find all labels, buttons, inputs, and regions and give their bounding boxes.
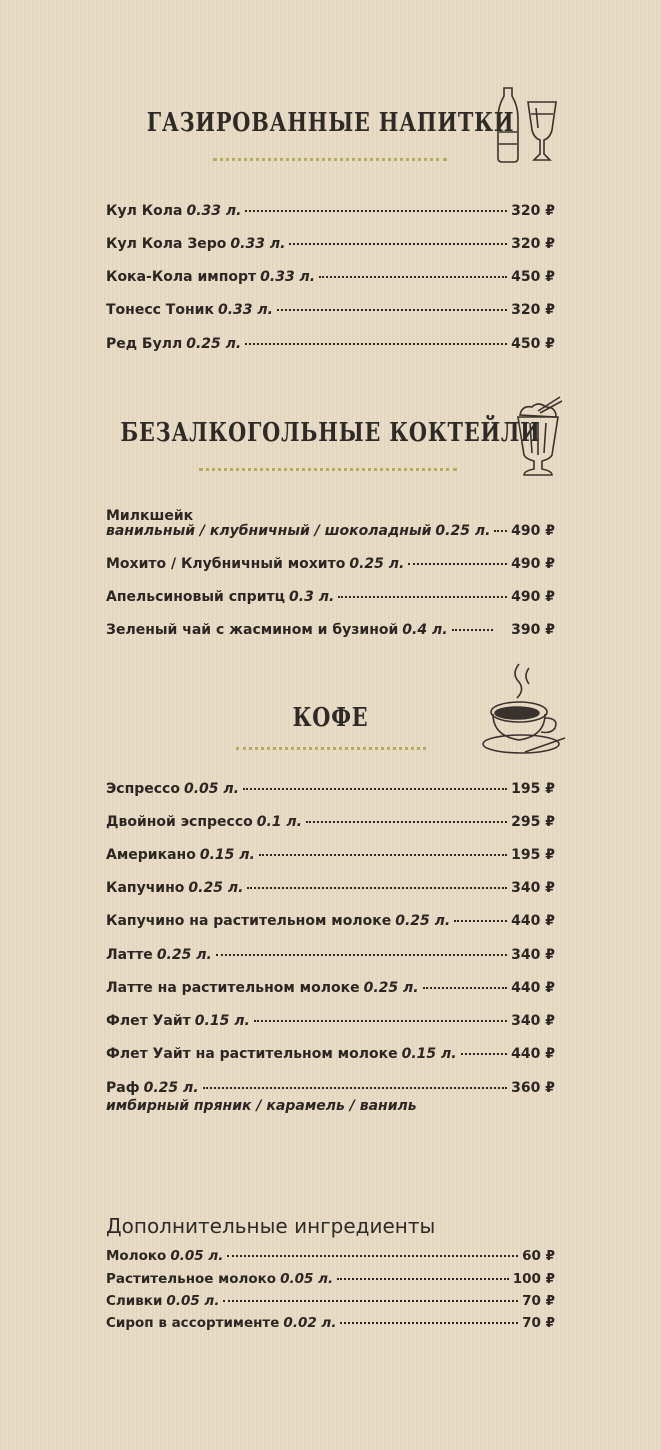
menu-item-row: Флет Уайт 0.15 л. 340 ₽: [106, 1013, 555, 1029]
coffee-cup-icon: [481, 660, 567, 756]
menu-item-row: Латте 0.25 л. 340 ₽: [106, 947, 555, 963]
section-divider: [213, 158, 447, 161]
menu-item-row: Эспрессо 0.05 л. 195 ₽: [106, 781, 555, 797]
menu-item-row: Кока-Кола импорт 0.33 л. 450 ₽: [106, 269, 555, 285]
menu-item-row: Сироп в ассортименте 0.02 л. 70 ₽: [106, 1315, 555, 1331]
menu-item-row: Раф 0.25 л. 360 ₽: [106, 1080, 555, 1096]
section-divider: [236, 747, 426, 750]
menu-item-row: Латте на растительном молоке 0.25 л. 440 ₽: [106, 980, 555, 996]
section-title-mocktails: БЕЗАЛКОГОЛЬНЫЕ КОКТЕЙЛИ: [120, 418, 541, 448]
menu-item-description: имбирный пряник / карамель / ваниль: [106, 1098, 417, 1114]
menu-item-row: Кул Кола Зеро 0.33 л. 320 ₽: [106, 236, 555, 252]
soda-bottle-glass-icon: [494, 84, 564, 168]
menu-item-row: Двойной эспрессо 0.1 л. 295 ₽: [106, 814, 555, 830]
menu-item-row: Кул Кола 0.33 л. 320 ₽: [106, 203, 555, 219]
menu-item-row: Ред Булл 0.25 л. 450 ₽: [106, 336, 555, 352]
menu-item-row: Мохито / Клубничный мохито 0.25 л. 490 ₽: [106, 556, 555, 572]
menu-item-row: ванильный / клубничный / шоколадный 0.25 л. 490 ₽: [106, 523, 555, 539]
section-divider: [199, 468, 457, 471]
menu-item-row: Американо 0.15 л. 195 ₽: [106, 847, 555, 863]
section-title-coffee: КОФЕ: [292, 703, 369, 733]
menu-item-row: Капучино 0.25 л. 340 ₽: [106, 880, 555, 896]
section-title-soda: ГАЗИРОВАННЫЕ НАПИТКИ: [146, 108, 515, 138]
menu-item-row: Тонесс Тоник 0.33 л. 320 ₽: [106, 302, 555, 318]
milkshake-glass-icon: [512, 395, 564, 479]
menu-item-row: Растительное молоко 0.05 л. 100 ₽: [106, 1271, 555, 1287]
menu-item-row: Апельсиновый спритц 0.3 л. 490 ₽: [106, 589, 555, 605]
menu-item-row: Зеленый чай с жасмином и бузиной 0.4 л. 390 ₽: [106, 622, 555, 638]
menu-item-row: Молоко 0.05 л. 60 ₽: [106, 1248, 555, 1264]
section-title-extras: Дополнительные ингредиенты: [106, 1214, 436, 1238]
menu-item-row: Капучино на растительном молоке 0.25 л. 440 ₽: [106, 913, 555, 929]
menu-item-row: Флет Уайт на растительном молоке 0.15 л. 440 ₽: [106, 1046, 555, 1062]
menu-item-name: Милкшейк: [106, 508, 194, 524]
menu-item-row: Сливки 0.05 л. 70 ₽: [106, 1293, 555, 1309]
